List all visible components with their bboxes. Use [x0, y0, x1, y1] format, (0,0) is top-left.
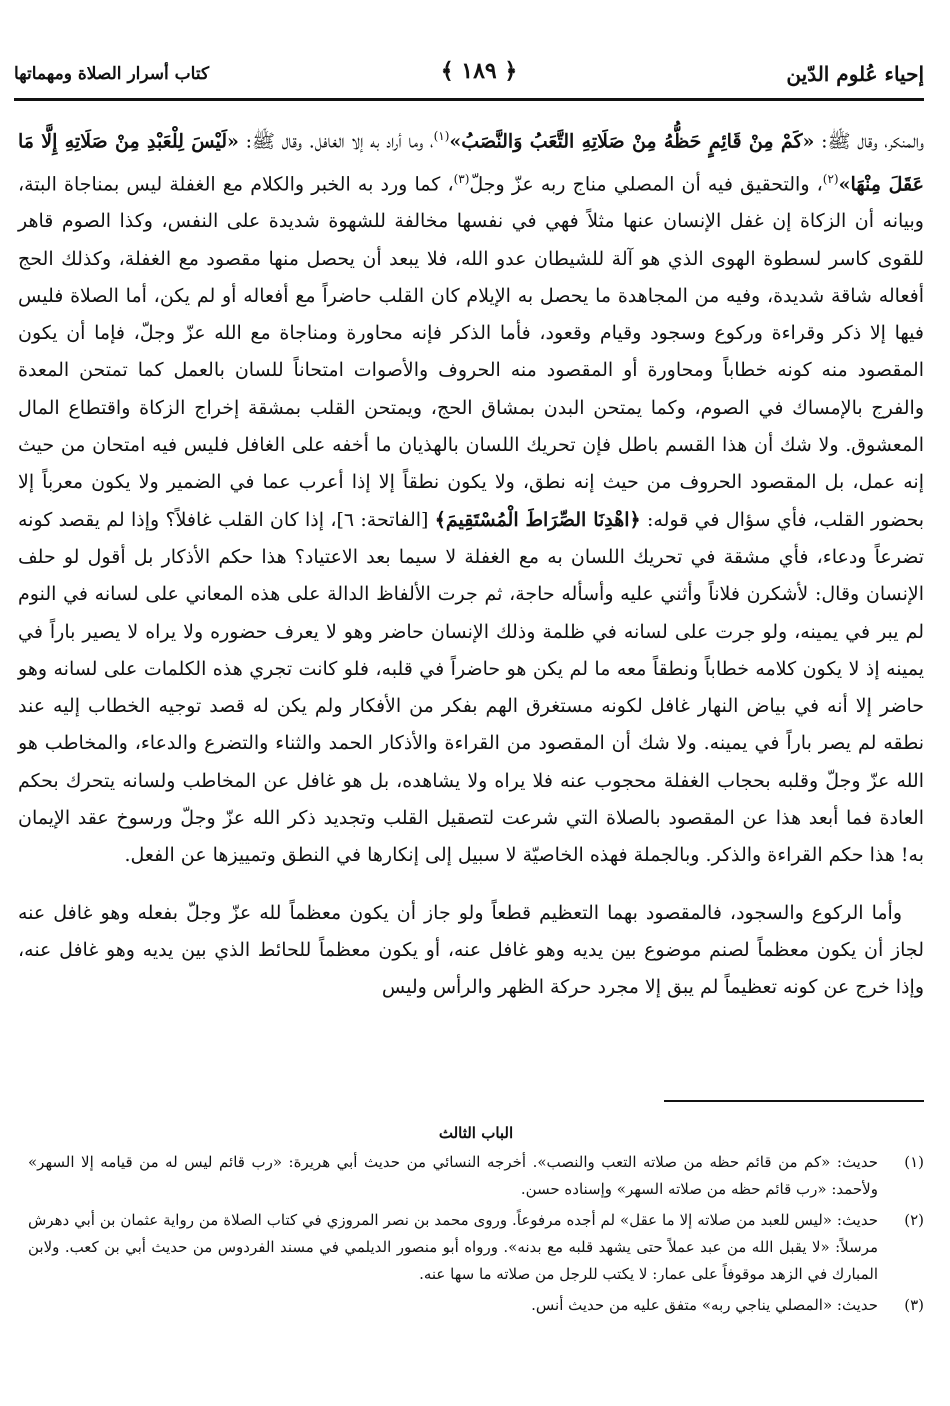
footnote-text: حديث: «كم من قائم حظه من صلاته التعب والنصب». أخرجه النسائي من حديث أبي هريرة: «رب قائم ليس له من قيامه إلا السهر» ولأحمد: «رب قائم حظه من صلاته السهر» وإسناده حسن. — [28, 1153, 878, 1198]
text-segment: ، وما أراد به إلا الغافل. وقال ﷺ: — [238, 130, 434, 153]
footnote-ref: (١) — [433, 129, 450, 143]
chapter-title: كتاب أسرار الصلاة ومهماتها — [14, 64, 210, 84]
main-text — [18, 118, 924, 1006]
footnotes — [28, 1120, 924, 1319]
text-segment: [الفاتحة: ٦]، إذا كان القلب غافلاً؟ وإذا لم يقصد كونه تضرعاً ودعاء، فأي مشقة في تحريك اللسان به مع الغفلة لا سيما بعد الاعتياد؟ هذا حكم الأذكار بل أقول لو حلف الإنسان وقال: لأشكرن فلاناً وأثني عليه وأسأله حاجة، ثم جرت الألفاظ الدالة على هذه المعاني على لسانه في النوم لم يبر في يمينه، ولو جرت على لسانه في ظلمة وذلك الإنسان حاضر وهو لا يعرف حضوره ولا يراه لا يصير باراً في يمينه إذ لا يكون كلامه خطاباً ونطقاً معه ما لم يكن هو حاضراً في قلبه، فلو كانت تجري هذه الكلمات على لسانه وهو حاضر إلا أنه في بياض النهار غافل لكونه مستغرق الهم بفكر من الأفكار ولم يكن له قصد توجيه الخطاب إليه عند نطقه لم يصر باراً في يمينه. ولا شك أن المقصود من القراءة والأذكار الحمد والثناء والتضرع والدعاء، والمخاطب هو الله عزّ وجلّ وقلبه بحجاب الغفلة محجوب عنه فلا يراه ولا يشاهده، بل هو غافل عن المخاطب ولسانه يتحرك بحكم العادة فما أبعد هذا عن المقصود بالصلاة التي شرعت لتصقيل القلب وتجديد ذكر الله عزّ وجلّ ورسوخ عقد الإيمان به! هذا حكم القراءة والذكر. وبالجملة فهذه الخاصيّة لا سبيل إلى إنكارها في النطق وتمييزها عن الفعل. — [18, 508, 924, 867]
paragraph-1 — [18, 118, 924, 875]
quran-quote: ﴿اهْدِنَا الصِّرَاطَ الْمُسْتَقِيمَ﴾ — [434, 508, 641, 531]
paragraph-2: وأما الركوع والسجود، فالمقصود بهما التعظيم قطعاً ولو جاز أن يكون معظماً لله عزّ وجلّ بفعله وهو غافل عنه لجاز أن يكون معظماً لصنم موضوع بين يديه وهو غافل عنه، أو يكون معظماً للحائط الذي بين يديه وهو غافل عنه، وإذا خرج عن كونه تعظيماً لم يبق إلا مجرد حركة الظهر والرأس وليس — [18, 901, 924, 999]
text-segment: والمنكر، وقال ﷺ: — [814, 130, 925, 153]
footnote-ref: (٢) — [822, 171, 839, 186]
text-segment: ، كما ورد به الخبر والكلام مع الغفلة ليس بمناجاة البتة، وبيانه أن الزكاة إن غفل الإنسان عنها مثلاً فهي في نفسها مخالفة للشهوة شديدة على النفس، وكذا الصوم قاهر للقوى كاسر لسطوة الهوى الذي هو آلة للشيطان عدو الله، فلا يبعد أن يحصل منها مقصود مع الغفلة، وكذلك الحج أفعاله شاقة شديدة، وفيه من المجاهدة ما يحصل به الإيلام كان القلب حاضراً مع أفعاله أو لم يكن، أما الصلاة فليس فيها إلا ذكر وقراءة وركوع وسجود وقيام وقعود، فأما الذكر فإنه محاورة ومناجاة مع الله عزّ وجلّ، فإما أن يكون المقصود منه كونه خطاباً ومحاورة أو المقصود منه الحروف والأصوات امتحاناً للسان بالعمل كما تمتحن المعدة والفرج بالإمساك في الصوم، وكما يمتحن البدن بمشاق الحج، ويمتحن القلب بمشقة إخراج الزكاة واقتطاع المال المعشوق. ولا شك أن هذا القسم باطل فإن تحريك اللسان بالهذيان ما أخفه على الغافل فليس فيه امتحان من حيث إنه عمل، بل المقصود الحروف من حيث إنه نطق، ولا يكون نطقاً إلا إذا أعرب عما في الضمير ولا يكون معرباً إلا بحضور القلب، فأي سؤال في قوله: — [18, 172, 925, 531]
footnote-item — [28, 1292, 924, 1319]
footnotes-section-title: الباب الثالث — [438, 1124, 514, 1142]
footnote-text: حديث: «المصلي يناجي ربه» متفق عليه من حديث أنس. — [531, 1296, 878, 1314]
footnote-number: (٢) — [904, 1211, 924, 1229]
hadith-quote: «لَيْسَ لِلْعَبْدِ مِنْ صَلَاتِهِ إِلَّا مَا عَقَلَ مِنْهَا» — [18, 130, 925, 195]
footnote-ref: (٣) — [453, 171, 470, 186]
page-header — [14, 58, 924, 101]
footnote-item — [28, 1149, 924, 1203]
footnote-text: حديث: «ليس للعبد من صلاته إلا ما عقل» لم أجده مرفوعاً. وروى محمد بن نصر المروزي في كتاب الصلاة من رواية عثمان بن أبي دهرش مرسلاً: «لا يقبل الله من عبد عملاً حتى يشهد قلبه مع بدنه». ورواه أبو منصور الديلمي في مسند الفردوس من حديث أبي بن كعب. ولابن المبارك في الزهد موقوفاً على عمار: لا يكتب للرجل من صلاته ما سها عنه. — [28, 1211, 878, 1283]
text-segment: ، والتحقيق فيه أن المصلي مناج ربه عزّ وجلّ — [469, 172, 823, 195]
footnote-number: (٣) — [904, 1296, 924, 1314]
book-title: إحياء عُلوم الدّين — [786, 62, 924, 86]
hadith-quote: «كَمْ مِنْ قَائِمٍ حَظُّهُ مِنْ صَلَاتِهِ التَّعَبُ وَالنَّصَبُ» — [449, 130, 815, 153]
page-number: ﴿ ١٨٩ ﴾ — [440, 58, 518, 84]
footnote-item — [28, 1207, 924, 1288]
footnote-divider — [664, 1100, 924, 1102]
footnote-number: (١) — [904, 1153, 924, 1171]
